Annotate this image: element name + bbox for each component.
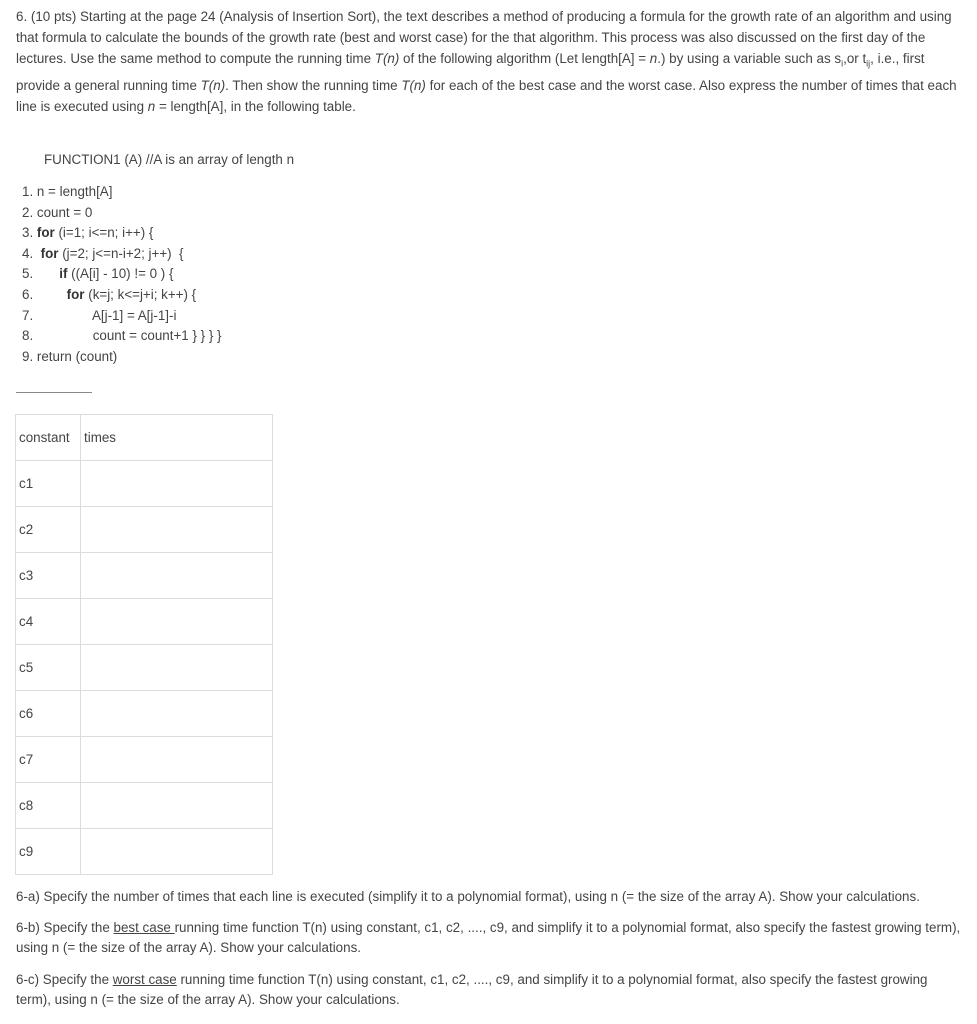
times-cell[interactable] (81, 783, 273, 829)
times-cell[interactable] (81, 737, 273, 783)
code-line: 9. return (count) (22, 348, 118, 364)
function-header: FUNCTION1 (A) //A is an array of length n (44, 152, 295, 167)
header-cell: constant (16, 415, 81, 461)
table-row (16, 691, 273, 737)
times-cell[interactable] (81, 599, 273, 645)
table-row (16, 599, 273, 645)
code-line: 3. for (i=1; i<=n; i++) { (22, 225, 154, 241)
constant-cell: c7 (16, 737, 81, 783)
constants-table (15, 414, 273, 875)
code-line: 1. n = length[A] (22, 184, 113, 199)
pseudocode-block (22, 182, 222, 367)
times-cell[interactable] (81, 691, 273, 737)
times-cell[interactable] (81, 645, 273, 691)
problem-statement: 6. (10 pts) Starting at the page 24 (Analysis of Insertion Sort), the text describes a method of producing a formula for the growth rate of an algorithm and using that formula to calculate the bounds of the growth rate (best and worst case) for the that algorithm. This process was also discussed on the first day of the lectures. Use the same method to compute the running time T(n) of the following algorithm (Let length[A] = n.) by using a variable such as $s_i,or$ $t_{ij}$, i.e., first provide a general running time T(n). Then show the running time T(n) for each of the best case and the worst case. Also express the number of times that each line is executed using n = length[A], in the following table. (16, 9, 957, 114)
constant-cell: c8 (16, 783, 81, 829)
divider (16, 392, 92, 393)
constant-cell: c6 (16, 691, 81, 737)
code-line: 4. for (j=2; j<=n-i+2; j++) { (22, 245, 184, 261)
header-cell: times (81, 415, 273, 461)
code-line: 6. for (k=j; k<=j+i; k++) { (22, 286, 197, 302)
times-cell[interactable] (81, 553, 273, 599)
table-row (16, 553, 273, 599)
times-cell[interactable] (81, 507, 273, 553)
question-6a: 6-a) Specify the number of times that each line is executed (simplify it to a polynomial format), using n (= the size of the array A). Show your calculations. (16, 889, 920, 904)
table-row (16, 507, 273, 553)
best-case-label: best case (113, 920, 175, 935)
constant-cell: c1 (16, 461, 81, 507)
table-row (16, 737, 273, 783)
table-row (16, 783, 273, 829)
table-header-row (16, 415, 273, 461)
code-line: 7. A[j-1] = A[j-1]-i (22, 307, 177, 323)
constant-cell: c3 (16, 553, 81, 599)
constant-cell: c2 (16, 507, 81, 553)
table-row (16, 645, 273, 691)
constant-cell: c5 (16, 645, 81, 691)
table-row (16, 461, 273, 507)
worst-case-label: worst case (112, 972, 177, 987)
times-cell[interactable] (81, 829, 273, 875)
code-line: 2. count = 0 (22, 204, 93, 220)
question-6b: 6-b) Specify the best case running time function T(n) using constant, c1, c2, ...., c9, and simplify it to a polynomial format, also specify the fastest growing term), using n (= the size of the array A). Show your calculations. (16, 920, 961, 955)
code-line: 8. count = count+1 } } } } (22, 328, 222, 344)
constant-cell: c9 (16, 829, 81, 875)
constant-cell: c4 (16, 599, 81, 645)
code-line: 5. if ((A[i] - 10) != 0 ) { (22, 266, 174, 282)
question-6c: 6-c) Specify the worst case running time function T(n) using constant, c1, c2, ...., c9, and simplify it to a polynomial format, also specify the fastest growing term), using n (= the size of the array A). Show your calculations. (16, 972, 928, 1007)
table-row (16, 829, 273, 875)
times-cell[interactable] (81, 461, 273, 507)
